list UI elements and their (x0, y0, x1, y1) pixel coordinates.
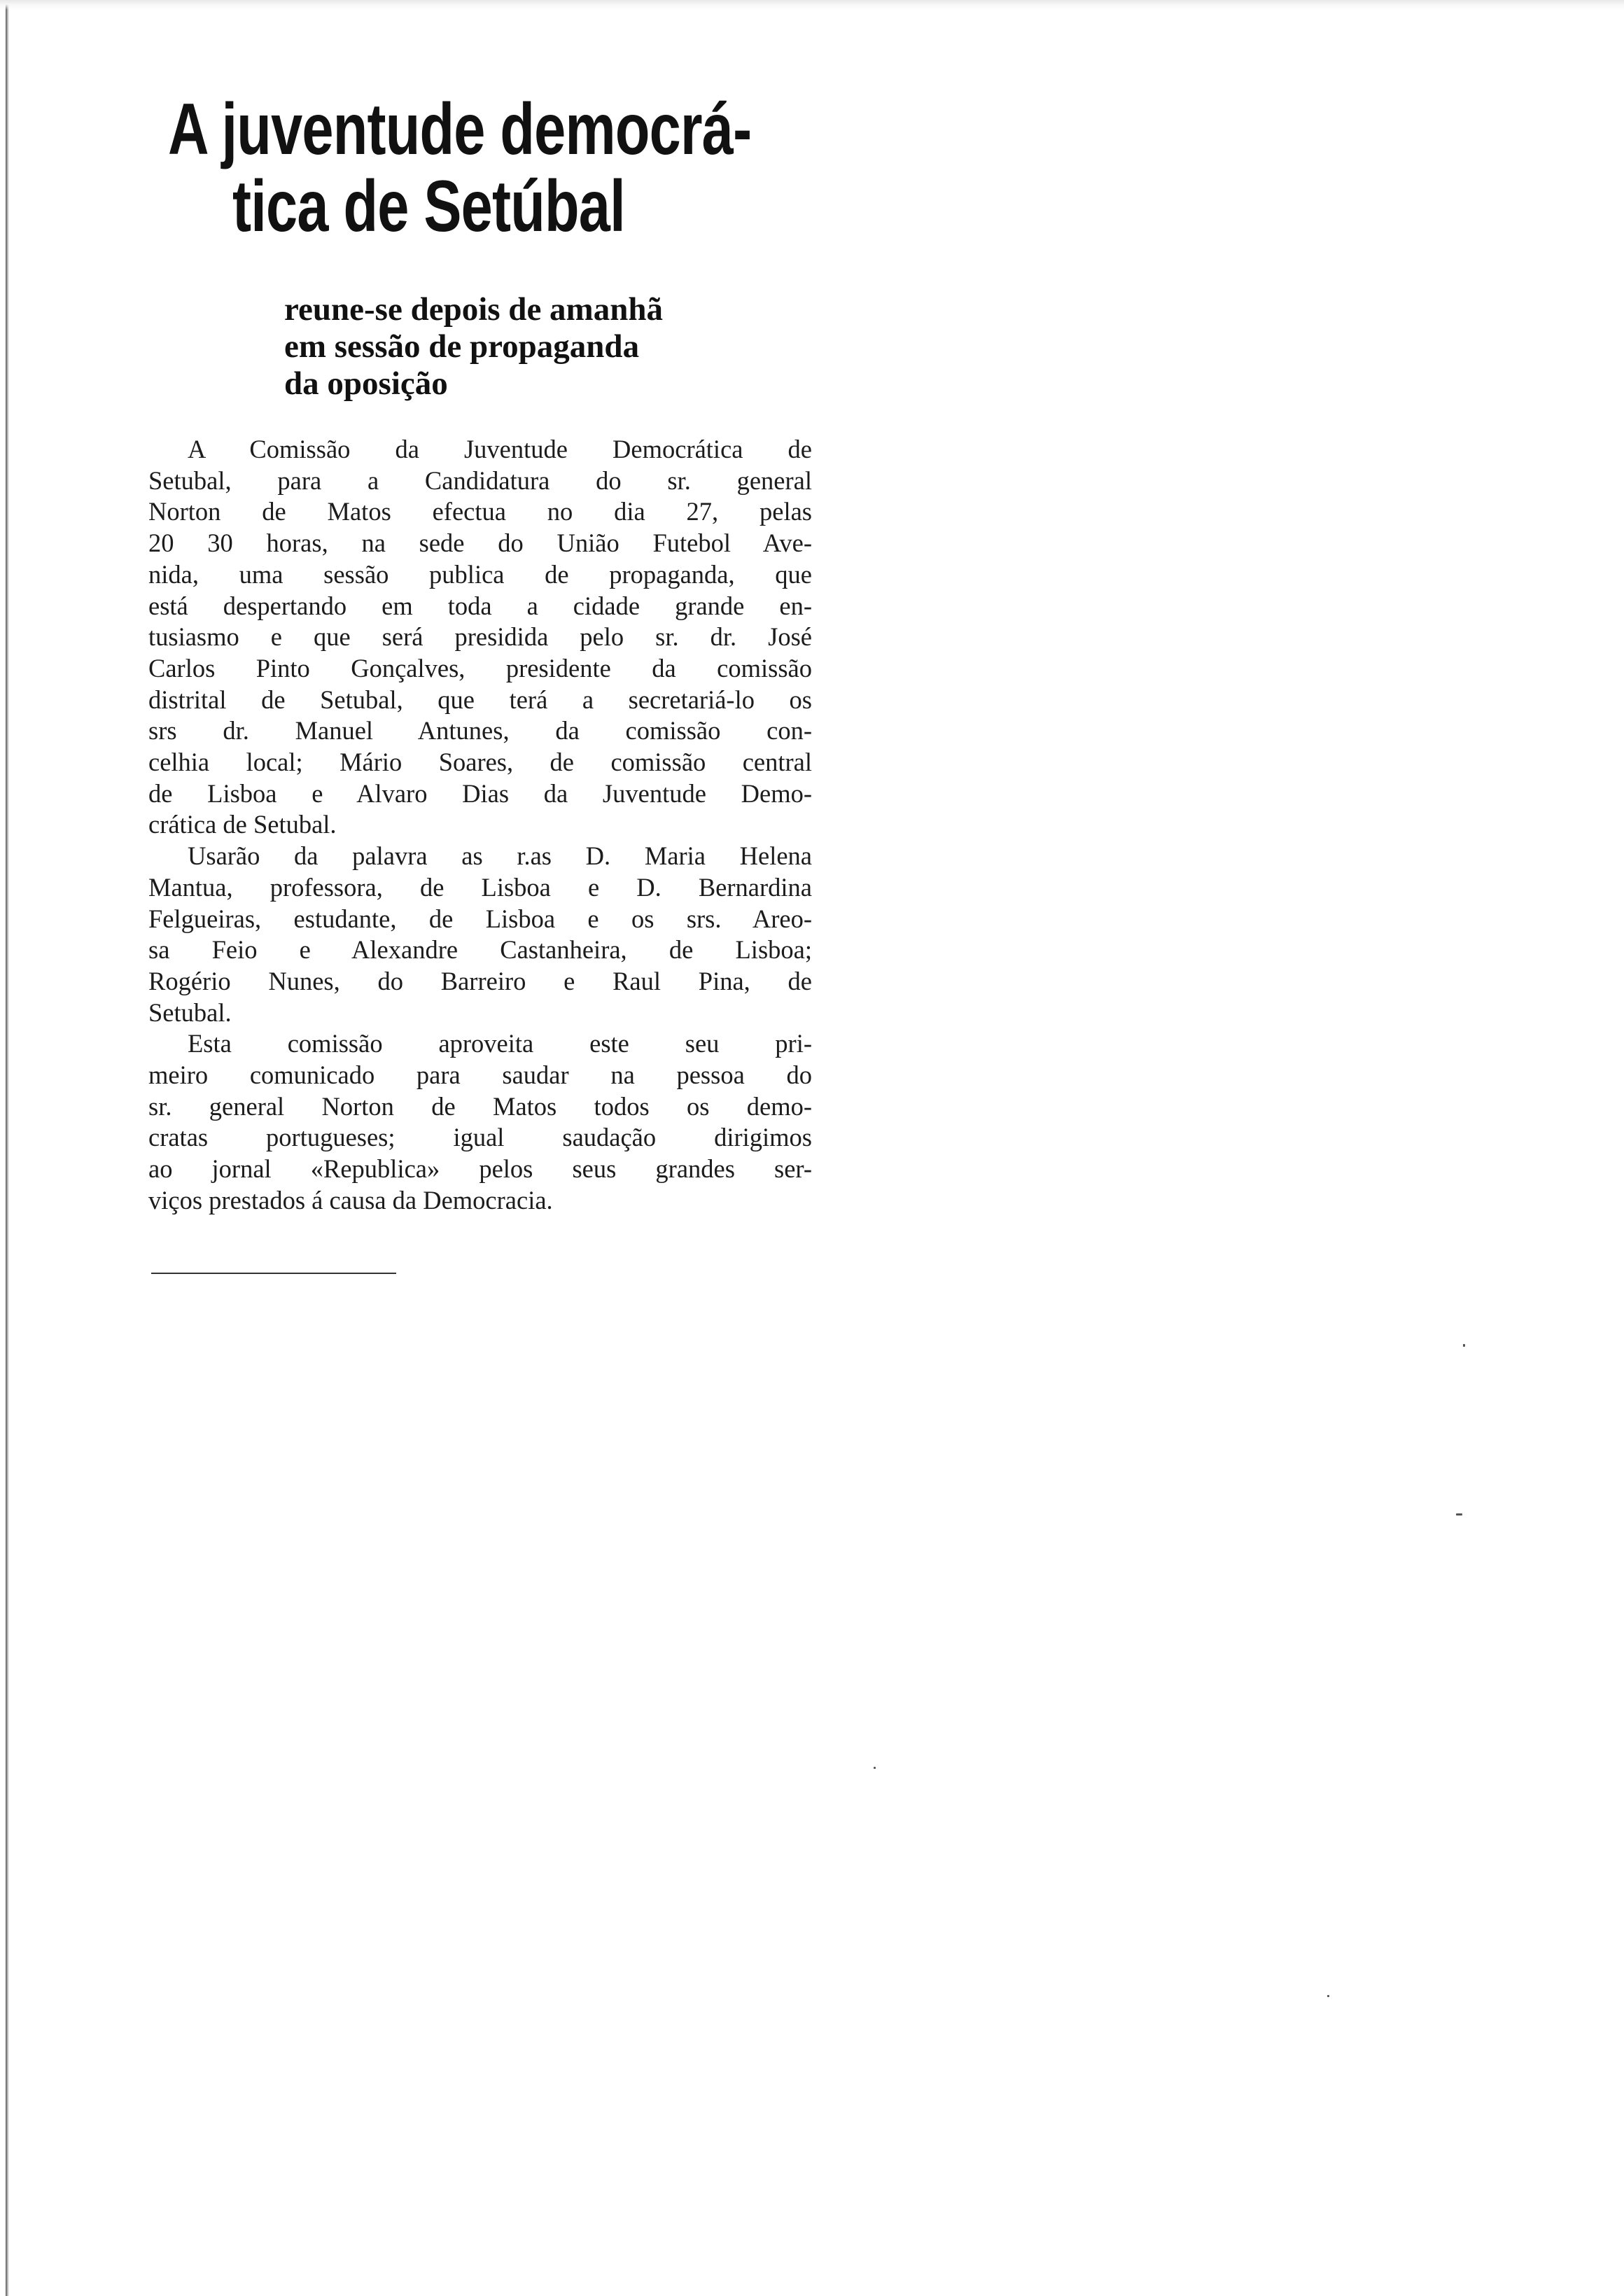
headline-line-2: tica de Setúbal (232, 166, 625, 247)
paragraph-line: está despertando em toda a cidade grande en- (148, 591, 812, 620)
paragraph-line: tusiasmo e que será presidida pelo sr. dr. José (148, 622, 812, 652)
paragraph-line: srs dr. Manuel Antunes, da comissão con- (148, 716, 812, 746)
paragraph-line: 20 30 horas, na sede do União Futebol Ave- (148, 528, 812, 558)
article-paragraph (148, 434, 812, 841)
paragraph-line: Setubal, para a Candidatura do sr. general (148, 465, 812, 495)
scan-speck (874, 1767, 876, 1769)
paragraph-line: nida, uma sessão publica de propaganda, que (148, 559, 812, 589)
paragraph-line: ao jornal «Republica» pelos seus grandes ser- (148, 1154, 812, 1184)
paragraph-line: Esta comissão aproveita este seu pri- (188, 1029, 812, 1058)
subheadline-line-3: da oposição (284, 365, 448, 402)
paragraph-line: sr. general Norton de Matos todos os demo- (148, 1091, 812, 1121)
paragraph-line: celhia local; Mário Soares, de comissão central (148, 748, 812, 777)
scan-top-edge (0, 0, 1624, 10)
article-body (148, 434, 812, 1217)
headline-line-1: A juventude democrá- (168, 89, 752, 170)
paragraph-line: Felgueiras, estudante, de Lisboa e os srs. Areo- (148, 904, 812, 933)
subheadline-line-1: reune-se depois de amanhã (284, 291, 663, 328)
article-paragraph (148, 1028, 812, 1216)
end-rule (151, 1273, 396, 1274)
paragraph-line: viços prestados á causa da Democracia. (148, 1185, 553, 1214)
scan-speck (1327, 1995, 1329, 1997)
paragraph-line: cratas portugueses; igual saudação dirigimos (148, 1123, 812, 1152)
paragraph-line: Usarão da palavra as r.as D. Maria Helena (188, 841, 812, 871)
paragraph-line: Mantua, professora, de Lisboa e D. Bernardina (148, 872, 812, 902)
paragraph-line: Carlos Pinto Gonçalves, presidente da comissão (148, 653, 812, 682)
paragraph-line: Setubal. (148, 997, 232, 1027)
paragraph-line: Norton de Matos efectua no dia 27, pelas (148, 497, 812, 526)
paragraph-line: sa Feio e Alexandre Castanheira, de Lisboa; (148, 935, 812, 965)
scan-left-edge (6, 0, 9, 2296)
paragraph-line: crática de Setubal. (148, 810, 337, 839)
headline (168, 89, 752, 247)
paragraph-line: A Comissão da Juventude Democrática de (188, 435, 812, 463)
paragraph-line: Rogério Nunes, do Barreiro e Raul Pina, de (148, 966, 812, 995)
scan-speck (1463, 1344, 1465, 1347)
article-paragraph (148, 841, 812, 1028)
scan-speck (1456, 1513, 1462, 1516)
paragraph-line: distrital de Setubal, que terá a secretariá-lo os (148, 685, 812, 714)
paragraph-line: de Lisboa e Alvaro Dias da Juventude Demo- (148, 778, 812, 808)
subheadline-line-2: em sessão de propaganda (284, 328, 640, 365)
subheadline (284, 291, 830, 402)
newspaper-clipping (148, 91, 820, 1281)
paragraph-line: meiro comunicado para saudar na pessoa do (148, 1060, 812, 1090)
